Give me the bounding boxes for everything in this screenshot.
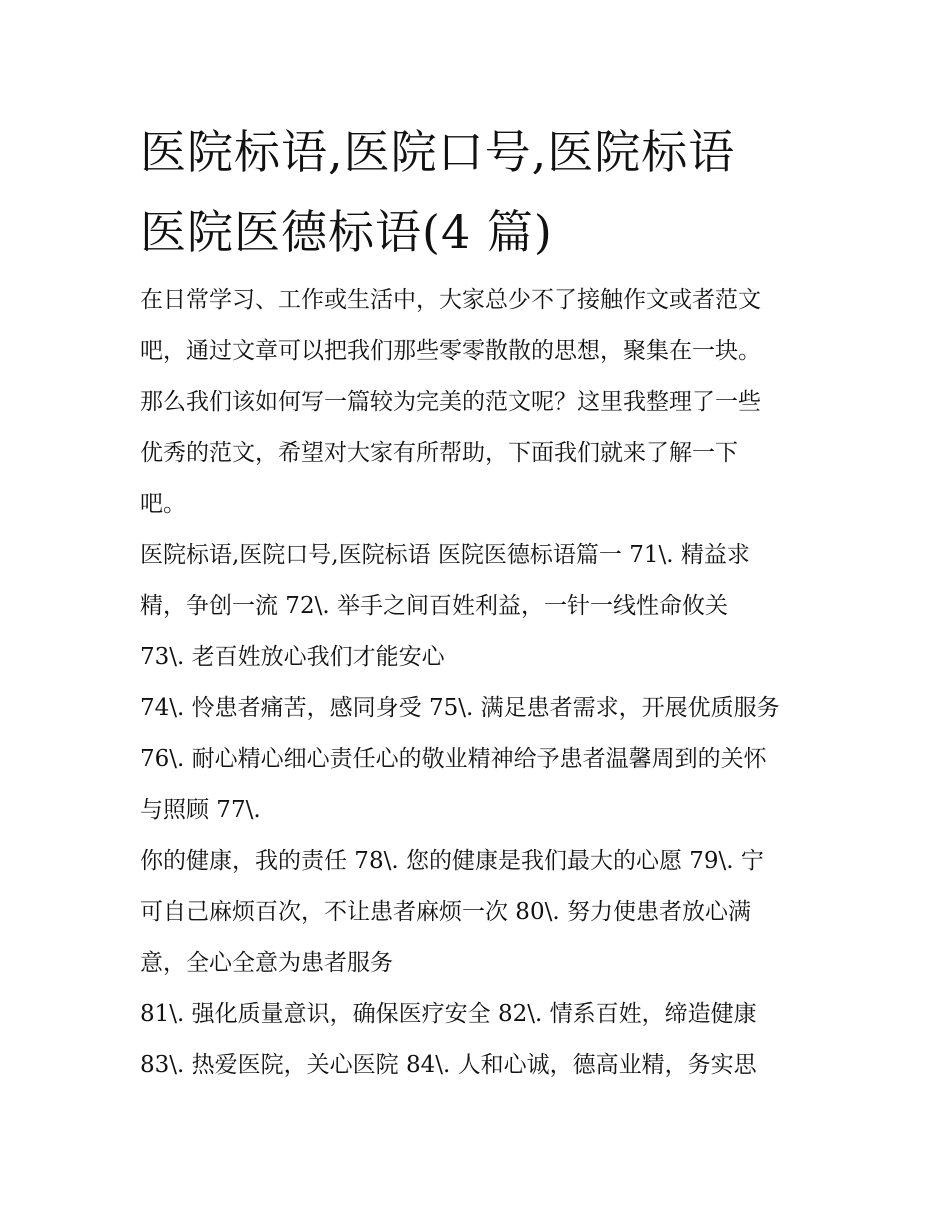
body-line: 76\. 耐心精心细心责任心的敬业精神给予患者温馨周到的关怀	[140, 746, 767, 772]
body-line: 医院标语,医院口号,医院标语 医院医德标语篇一 71\. 精益求	[140, 542, 750, 568]
body-line: 与照顾 77\.	[140, 797, 261, 823]
body-line: 精，争创一流 72\. 举手之间百姓利益，一针一线性命攸关	[140, 593, 728, 619]
body-line: 在日常学习、工作或生活中，大家总少不了接触作文或者范文	[140, 287, 761, 313]
body-line: 可自己麻烦百次，不让患者麻烦一次 80\. 努力使患者放心满	[140, 899, 751, 925]
body-line: 73\. 老百姓放心我们才能安心	[140, 644, 445, 670]
body-line: 83\. 热爱医院，关心医院 84\. 人和心诚，德高业精，务实思	[140, 1052, 757, 1078]
title-line: 医院标语,医院口号,医院标语	[140, 125, 736, 179]
body-line: 74\. 怜患者痛苦，感同身受 75\. 满足患者需求，开展优质服务	[140, 695, 780, 721]
body-line: 吧。	[140, 491, 186, 517]
body-line: 意，全心全意为患者服务	[140, 950, 393, 976]
document-title	[140, 112, 820, 272]
document-body	[140, 275, 830, 1091]
body-line: 吧，通过文章可以把我们那些零零散散的思想，聚集在一块。	[140, 338, 761, 364]
body-line: 优秀的范文，希望对大家有所帮助，下面我们就来了解一下	[140, 440, 738, 466]
body-line: 你的健康，我的责任 78\. 您的健康是我们最大的心愿 79\. 宁	[140, 848, 764, 874]
body-line: 81\. 强化质量意识，确保医疗安全 82\. 情系百姓，缔造健康	[140, 1001, 757, 1027]
body-line: 那么我们该如何写一篇较为完美的范文呢？这里我整理了一些	[140, 389, 761, 415]
title-line: 医院医德标语(4 篇)	[140, 205, 553, 259]
